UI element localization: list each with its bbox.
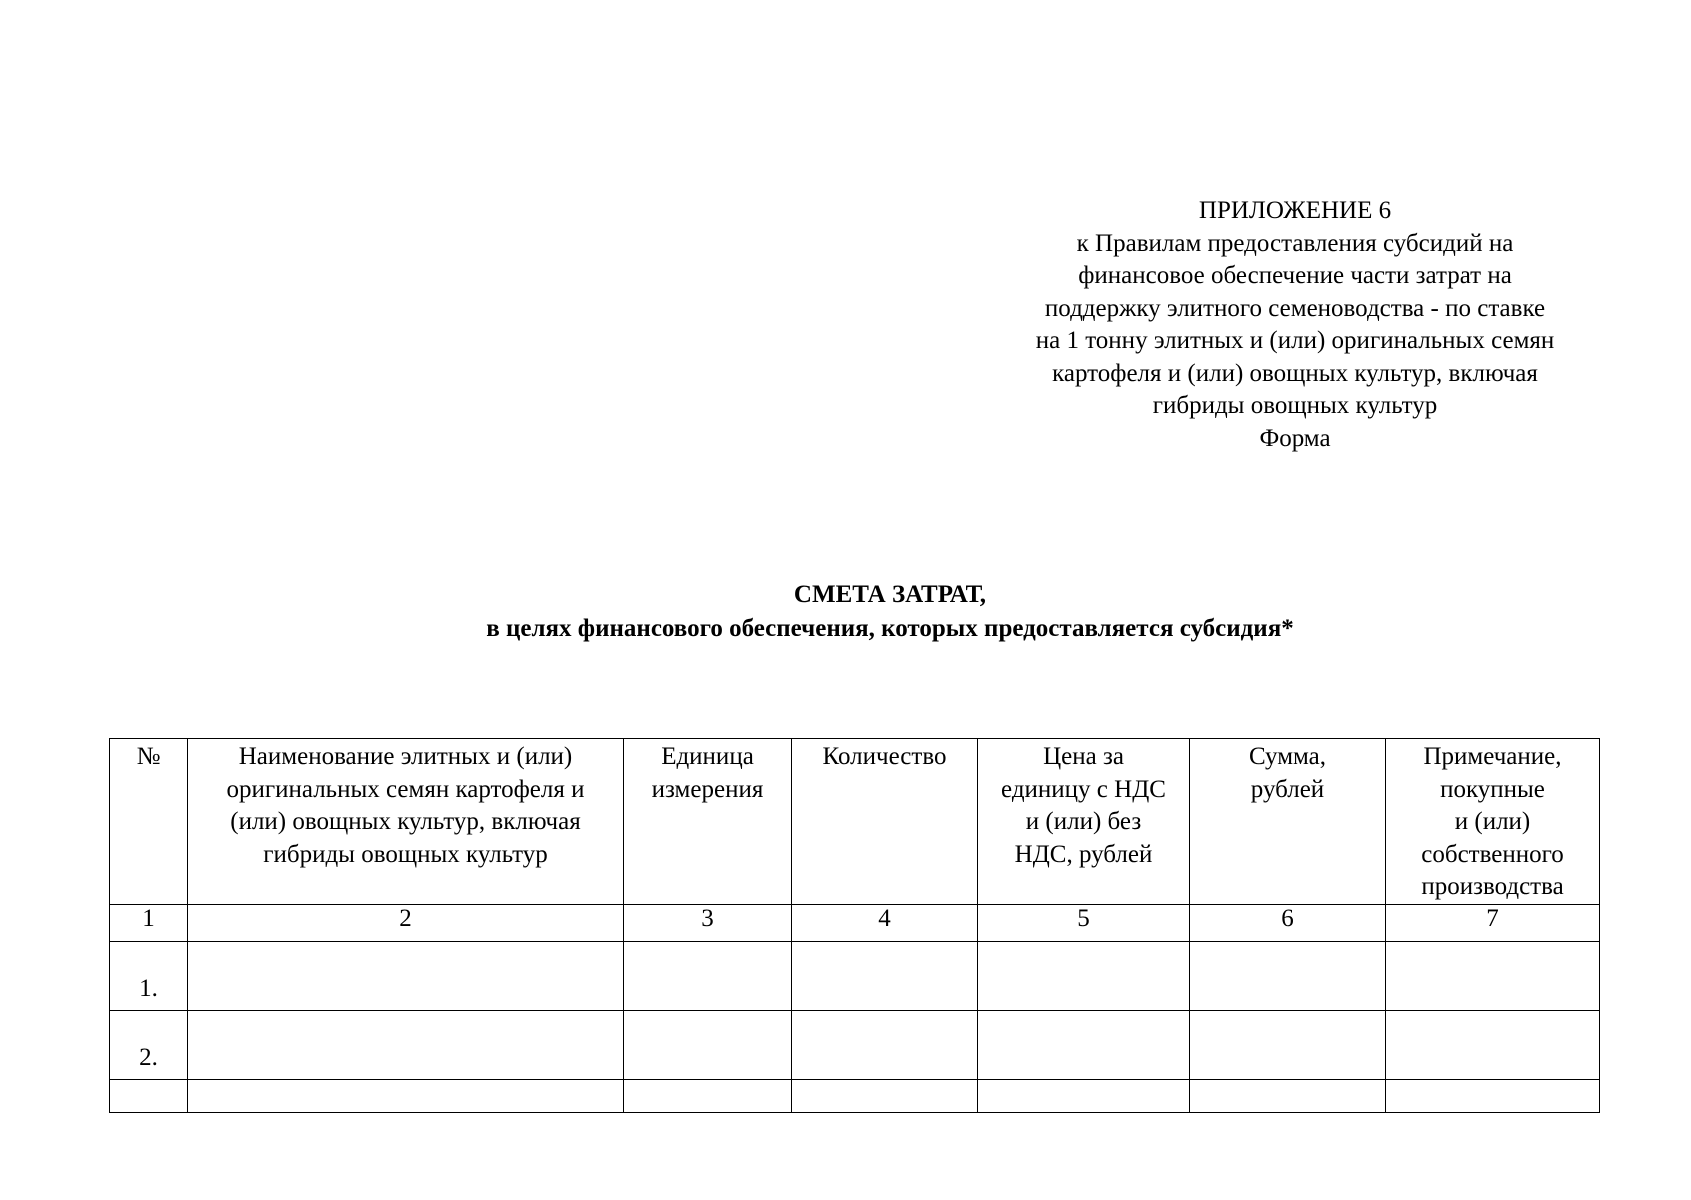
column-number-cell: 1 [110, 904, 188, 941]
header-cell-unit: Единица измерения [624, 739, 792, 905]
column-number-cell: 4 [792, 904, 978, 941]
table-row [110, 1010, 1600, 1079]
table-cell [624, 941, 792, 1010]
document-title: СМЕТА ЗАТРАТ, [793, 581, 987, 608]
appendix-text-line: на 1 тонну элитных и (или) оригинальных семян [1035, 327, 1555, 354]
header-cell-price: Цена за единицу с НДС и (или) без НДС, рублей [978, 739, 1190, 905]
row-index-cell: 2. [110, 1010, 188, 1079]
header-cell-note: Примечание, покупные и (или) собственного производства [1386, 739, 1600, 905]
table-cell [792, 1010, 978, 1079]
table-cell [1190, 1010, 1386, 1079]
table-cell [792, 1079, 978, 1112]
table-row [110, 941, 1600, 1010]
form-label: Форма [1259, 424, 1331, 452]
table-cell [188, 1010, 624, 1079]
appendix-text-line: к Правилам предоставления субсидий на [1076, 229, 1514, 257]
table-cell [624, 1010, 792, 1079]
document-heading [300, 578, 1480, 646]
table-cell [1190, 1079, 1386, 1112]
appendix-text-line: финансовое обеспечение части затрат на [1078, 262, 1512, 289]
table-header-row [110, 739, 1600, 905]
column-number-cell: 5 [978, 904, 1190, 941]
appendix-text-line: поддержку элитного семеноводства - по ставке [1044, 294, 1546, 322]
row-index-cell: 1. [110, 941, 188, 1010]
column-number-cell: 2 [188, 904, 624, 941]
table-cell [978, 1010, 1190, 1079]
table-cell [1386, 941, 1600, 1010]
header-cell-number: № [110, 739, 188, 905]
header-cell-sum: Сумма, рублей [1190, 739, 1386, 905]
column-number-row [110, 904, 1600, 941]
table-cell [1190, 941, 1386, 1010]
table-cell [188, 1079, 624, 1112]
table-cell [978, 941, 1190, 1010]
column-number-cell: 6 [1190, 904, 1386, 941]
empty-table-row [110, 1079, 1600, 1112]
table-cell [1386, 1079, 1600, 1112]
table-cell [624, 1079, 792, 1112]
table-cell [978, 1079, 1190, 1112]
header-cell-name: Наименование элитных и (или) оригинальных семян картофеля и (или) овощных культур, включая гибриды овощных культур [188, 739, 624, 905]
appendix-title: ПРИЛОЖЕНИЕ 6 [1198, 197, 1392, 224]
cost-estimate-table [109, 738, 1600, 1113]
appendix-block [985, 195, 1605, 455]
document-subtitle: в целях финансового обеспечения, которых предоставляется субсидия* [486, 615, 1294, 642]
table-cell [188, 941, 624, 1010]
column-number-cell: 3 [624, 904, 792, 941]
appendix-text-line: картофеля и (или) овощных культур, включая [1052, 359, 1538, 387]
appendix-text-line: гибриды овощных культур [1152, 392, 1438, 419]
header-cell-quantity: Количество [792, 739, 978, 905]
table-cell [110, 1079, 188, 1112]
table-cell [792, 941, 978, 1010]
column-number-cell: 7 [1386, 904, 1600, 941]
table-cell [1386, 1010, 1600, 1079]
